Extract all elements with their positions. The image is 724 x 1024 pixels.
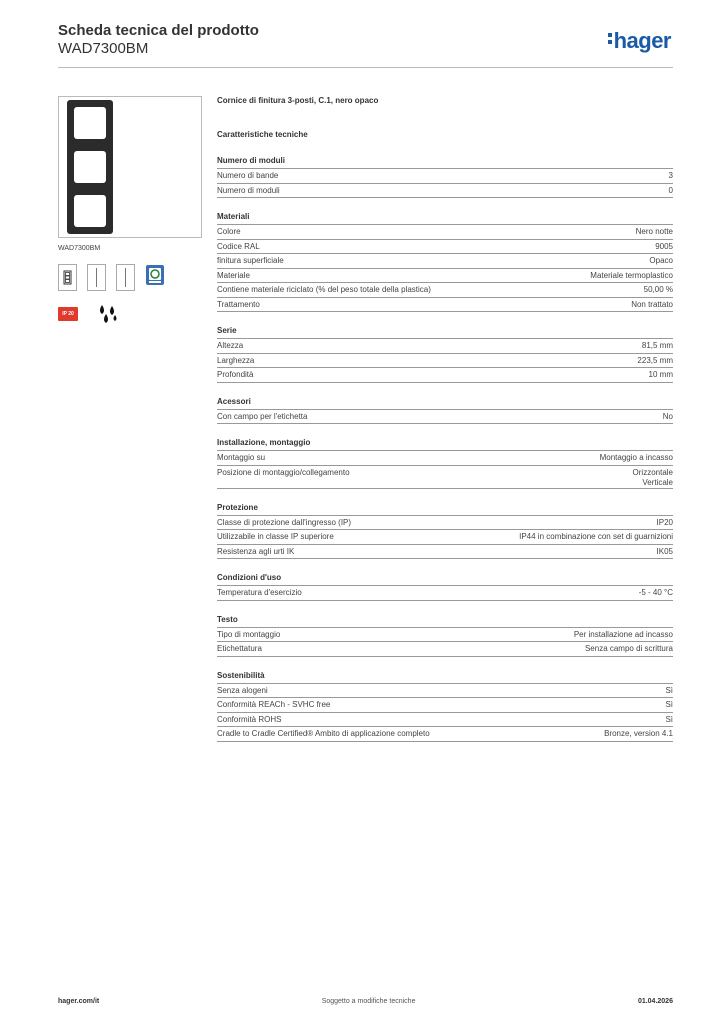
spec-row [217,466,673,489]
page-footer [58,998,673,1005]
page-title: Scheda tecnica del prodotto [58,22,259,39]
spec-section [217,615,673,657]
front-view-drawing-icon [58,264,77,291]
spec-section [217,573,673,601]
spec-label: Materiale [217,270,250,280]
spec-value: Nero notte [635,227,673,236]
spec-sections [217,156,673,742]
spec-label: Tipo di montaggio [217,629,281,639]
spec-row [217,698,673,713]
spec-row [217,727,673,742]
spec-label: Montaggio su [217,453,266,462]
spec-value: IP20 [656,517,673,527]
spec-row [217,283,673,298]
spec-label: Conformità REACh - SVHC free [217,700,331,709]
spec-value: Bronze, version 4.1 [604,729,673,738]
footer-date: 01.04.2026 [637,998,673,1005]
section-title: Sostenibilità [217,671,673,684]
spec-label: Cradle to Cradle Certified® Ambito di applicazione completo [217,729,430,738]
section-title: Condizioni d'uso [217,573,673,586]
spec-value: Opaco [649,256,673,265]
spec-row [217,269,673,284]
spec-value: 0 [668,185,673,195]
spec-value: -5 - 40 °C [638,588,673,597]
spec-label: Trattamento [217,299,260,309]
spec-row [217,225,673,240]
spec-row [217,254,673,269]
spec-row [217,451,673,466]
frame-image [67,100,113,234]
spec-label: Temperatura d'esercizio [217,588,302,597]
spec-value: 81,5 mm [641,341,673,350]
product-code: WAD7300BM [58,40,149,57]
spec-section [217,326,673,383]
spec-row [217,410,673,425]
ip20-badge-icon [58,307,78,321]
drawing-icons-row [58,264,202,291]
product-media-column [58,96,202,326]
logo-dots-icon [608,28,613,44]
spec-row [217,368,673,383]
section-title: Protezione [217,503,673,516]
section-title: Numero di moduli [217,156,673,169]
spec-label: Posizione di montaggio/collegamento [217,467,350,477]
spec-value: Senza campo di scrittura [584,644,673,653]
spec-label: Profondità [217,370,254,379]
spec-section [217,671,673,742]
spec-row [217,642,673,657]
section-title: Acessori [217,397,673,410]
spec-column [217,96,673,742]
spec-value: IK05 [656,546,673,556]
spec-label: Numero di bande [217,171,279,180]
spec-section [217,212,673,312]
spec-value: Materiale termoplastico [590,270,673,280]
spec-label: Classe di protezione dall'ingresso (IP) [217,517,352,527]
spec-label: Codice RAL [217,241,260,251]
spec-section [217,503,673,560]
section-title: Materiali [217,212,673,225]
spec-value: Montaggio a incasso [599,453,673,462]
spec-label: Senza alogeni [217,685,268,695]
spec-row [217,713,673,728]
spec-label: finitura superficiale [217,256,284,265]
spec-section [217,397,673,425]
spec-row [217,339,673,354]
spec-value: Per installazione ad incasso [573,629,673,639]
top-view-drawing-icon [116,264,135,291]
spec-label: Resistenza agli urti IK [217,546,295,556]
spec-row [217,184,673,199]
spec-label: Utilizzabile in classe IP superiore [217,532,334,541]
spec-row [217,354,673,369]
spec-row [217,586,673,601]
spec-row [217,530,673,545]
spec-row [217,684,673,699]
page-header [58,22,673,68]
water-drops-icon [96,302,120,326]
spec-row [217,545,673,560]
section-title: Serie [217,326,673,339]
spec-value: Sì [665,685,673,695]
spec-row [217,169,673,184]
section-title: Testo [217,615,673,628]
product-photo [58,96,202,238]
spec-value: Non trattato [631,299,673,309]
spec-value: 10 mm [648,370,673,379]
spec-value: Orizzontale Verticale [632,467,673,487]
spec-label: Con campo per l'etichetta [217,411,308,421]
spec-value: 3 [668,171,673,180]
product-description: Cornice di finitura 3-posti, C.1, nero opaco [217,96,379,105]
spec-value: 50,00 % [643,285,673,294]
spec-label: Conformità ROHS [217,714,282,724]
spec-value: Sì [665,714,673,724]
spec-label: Larghezza [217,355,255,365]
spec-row [217,516,673,531]
footer-note: Soggetto a modifiche tecniche [321,998,416,1005]
spec-value: IP44 in combinazione con set di guarnizioni [519,532,673,541]
section-title: Installazione, montaggio [217,438,673,451]
spec-label: Numero di moduli [217,185,280,195]
spec-value: 9005 [655,241,673,251]
ip20-badge-text: IP 20 [62,311,74,317]
badge-icons-row [58,302,202,326]
spec-row [217,298,673,313]
spec-value: 223,5 mm [637,355,673,365]
hager-logo [608,28,671,54]
spec-label: Colore [217,227,241,236]
certification-seal-icon [145,264,165,286]
photo-caption: WAD7300BM [58,245,101,252]
spec-label: Etichettatura [217,644,262,653]
spec-value: Sì [665,700,673,709]
side-view-drawing-icon [87,264,106,291]
spec-row [217,240,673,255]
spec-value: No [662,411,673,421]
logo-text: hager [613,28,671,53]
footer-website: hager.com/it [58,998,100,1005]
spec-section [217,438,673,489]
spec-label: Contiene materiale riciclato (% del peso totale della plastica) [217,285,431,294]
specs-heading: Caratteristiche tecniche [217,130,308,139]
spec-label: Altezza [217,341,244,350]
spec-row [217,628,673,643]
spec-section [217,156,673,198]
